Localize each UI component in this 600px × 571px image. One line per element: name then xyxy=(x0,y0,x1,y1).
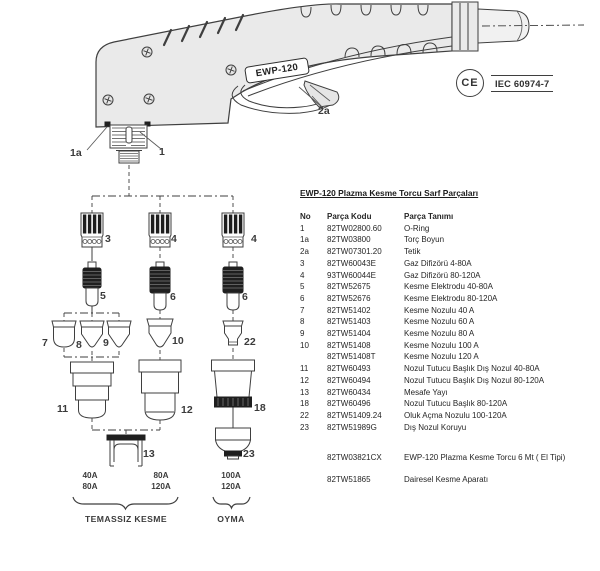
part-code: 93TW60044E xyxy=(327,270,376,280)
table-row xyxy=(300,293,596,305)
part-code: 82TW60496 xyxy=(327,399,371,409)
caption-noncontact-cutting: TEMASSIZ KESME xyxy=(85,514,167,524)
part-no: 2a xyxy=(300,247,309,257)
part-name: Oluk Açma Nozulu 100-120A xyxy=(404,410,507,420)
part-code: 82TW51865 xyxy=(327,475,371,485)
part-10-nozzle-drawing xyxy=(147,319,173,347)
part-label-6b: 6 xyxy=(242,291,248,303)
part-6b-electrode-drawing xyxy=(223,262,243,310)
part-name: Kesme Nozulu 40 A xyxy=(404,305,475,315)
table-row xyxy=(300,410,596,422)
part-code: 82TW51404 xyxy=(327,329,371,339)
certification-block xyxy=(456,69,553,97)
brace-gouging xyxy=(213,497,250,508)
part-no: 7 xyxy=(300,305,305,315)
part-no: 11 xyxy=(300,364,309,374)
part-code: 82TW51409.24 xyxy=(327,410,382,420)
part-label-10: 10 xyxy=(172,335,184,347)
table-row xyxy=(300,316,596,328)
torch-model-label: EWP-120 xyxy=(244,57,310,84)
part-name: Dış Nozul Koruyu xyxy=(404,422,467,432)
part-no xyxy=(300,351,327,363)
table-row xyxy=(300,270,596,282)
part-name: Nozul Tutucu Başlık Dış Nozul 40-80A xyxy=(404,364,540,374)
amp-group-80-120: 80A 120A xyxy=(151,471,171,491)
part-name: Kesme Nozulu 120 A xyxy=(404,352,479,362)
part-label-12: 12 xyxy=(181,404,193,416)
part-code: 82TW60493 xyxy=(327,364,371,374)
table-row xyxy=(300,340,596,352)
table-row xyxy=(300,422,596,434)
part-label-7: 7 xyxy=(42,337,48,349)
table-row xyxy=(300,387,596,399)
table-row xyxy=(300,452,596,464)
part-code: 82TW07301.20 xyxy=(327,247,382,257)
amp-group-40-80: 40A 80A xyxy=(82,471,98,491)
part-name: Kesme Elektrodu 80-120A xyxy=(404,293,498,303)
callout-1a: 1a xyxy=(70,147,82,159)
part-no: 5 xyxy=(300,282,305,292)
part-label-4b: 4 xyxy=(251,233,257,245)
table-row xyxy=(300,305,596,317)
brace-noncontact xyxy=(73,497,178,509)
part-label-8: 8 xyxy=(76,339,82,351)
cable-clamp xyxy=(452,2,478,51)
part-label-23: 23 xyxy=(243,448,255,460)
col-header-no: No xyxy=(300,212,311,221)
part-label-5: 5 xyxy=(100,290,106,302)
part-code: 82TW03800 xyxy=(327,235,371,245)
part-code: 82TW52676 xyxy=(327,293,371,303)
ce-mark-icon: CE xyxy=(456,69,484,97)
part-no: 4 xyxy=(300,270,305,280)
part-code: 82TW51403 xyxy=(327,317,371,327)
part-label-4: 4 xyxy=(171,233,177,245)
part-12-retaining-cap-drawing xyxy=(139,360,181,420)
table-row xyxy=(300,398,596,410)
part-4-gas-diffuser-drawing xyxy=(149,213,171,247)
part-name: Nozul Tutucu Başlık Dış Nozul 80-120A xyxy=(404,375,545,385)
part-name: Kesme Nozulu 60 A xyxy=(404,317,475,327)
part-4b-gas-diffuser-drawing xyxy=(222,213,244,247)
caption-gouging: OYMA xyxy=(217,514,245,524)
col-header-name: Parça Tanımı xyxy=(404,212,454,221)
table-row xyxy=(300,281,596,293)
part-9-nozzle-drawing xyxy=(107,321,131,347)
part-code: 82TW60434 xyxy=(327,387,371,397)
part-no: 8 xyxy=(300,317,305,327)
part-code: 82TW51408T xyxy=(327,352,376,362)
table-row xyxy=(300,234,596,246)
part-no: 10 xyxy=(300,340,309,350)
callout-1: 1 xyxy=(159,146,165,158)
part-no: 12 xyxy=(300,375,309,385)
part-code: 82TW51402 xyxy=(327,305,371,315)
part-label-13: 13 xyxy=(143,448,155,460)
part-no: 1a xyxy=(300,235,309,245)
part-11-retaining-cap-drawing xyxy=(71,362,114,418)
table-rows xyxy=(300,223,596,486)
part-code: 82TW03821CX xyxy=(327,453,382,463)
part-name: Gaz Difizörü 80-120A xyxy=(404,270,481,280)
table-row xyxy=(300,363,596,375)
part-label-11: 11 xyxy=(57,403,69,415)
part-name: Dairesel Kesme Aparatı xyxy=(404,475,489,485)
part-no: 3 xyxy=(300,258,305,268)
table-row xyxy=(300,328,596,340)
part-name: Kesme Nozulu 80 A xyxy=(404,329,475,339)
part-no: 18 xyxy=(300,399,309,409)
part-7-nozzle-drawing xyxy=(52,321,76,347)
group-braces xyxy=(73,497,250,509)
part-13-spacer-spring-drawing xyxy=(107,435,145,466)
part-label-18: 18 xyxy=(254,402,266,414)
col-header-code: Parça Kodu xyxy=(327,212,372,221)
part-label-9: 9 xyxy=(103,337,109,349)
part-no: 6 xyxy=(300,293,305,303)
part-name: Mesafe Yayı xyxy=(404,387,448,397)
part-code: 82TW60494 xyxy=(327,375,371,385)
part-no: 22 xyxy=(300,410,309,420)
part-no: 23 xyxy=(300,422,309,432)
part-no: 13 xyxy=(300,387,309,397)
part-3-gas-diffuser-drawing xyxy=(81,213,103,247)
part-label-3: 3 xyxy=(105,233,111,245)
part-name: Tetik xyxy=(404,247,421,257)
part-no: 1 xyxy=(300,223,305,233)
parts-table-title: EWP-120 Plazma Kesme Torcu Sarf Parçaları xyxy=(300,188,479,198)
table-row xyxy=(300,258,596,270)
cable xyxy=(478,9,584,43)
table-row xyxy=(300,375,596,387)
parts-table-header xyxy=(300,211,596,223)
part-18-retaining-cap-drawing xyxy=(212,360,255,407)
part-name: Torç Boyun xyxy=(404,235,445,245)
table-row xyxy=(300,351,596,363)
part-name: Kesme Elektrodu 40-80A xyxy=(404,282,493,292)
callout-2a: 2a xyxy=(318,105,330,117)
part-code: 82TW52675 xyxy=(327,282,371,292)
part-no: 9 xyxy=(300,329,305,339)
part-22-gouging-nozzle-drawing xyxy=(223,321,243,345)
part-code: 82TW51989G xyxy=(327,422,377,432)
part-name: Gaz Difizörü 4-80A xyxy=(404,258,472,268)
part-name: O-Ring xyxy=(404,223,430,233)
torch-neck-threads xyxy=(105,122,150,163)
part-name: Nozul Tutucu Başlık 80-120A xyxy=(404,399,508,409)
iec-standard-label: IEC 60974-7 xyxy=(491,75,553,92)
part-name: Kesme Nozulu 100 A xyxy=(404,340,479,350)
part-6-electrode-drawing xyxy=(150,262,170,310)
table-row xyxy=(300,223,596,235)
part-5-electrode-drawing xyxy=(83,262,101,306)
part-label-22: 22 xyxy=(244,336,256,348)
part-8-nozzle-drawing xyxy=(80,321,104,347)
table-row xyxy=(300,246,596,258)
amp-group-100-120: 100A 120A xyxy=(221,471,241,491)
part-label-6: 6 xyxy=(170,291,176,303)
parts-table xyxy=(300,188,596,486)
part-no xyxy=(300,474,327,486)
table-row xyxy=(300,474,596,486)
part-code: 82TW02800.60 xyxy=(327,223,382,233)
part-code: 82TW51408 xyxy=(327,340,371,350)
part-no xyxy=(300,452,327,464)
part-name: EWP-120 Plazma Kesme Torcu 6 Mt ( El Tipi) xyxy=(404,453,566,463)
part-code: 82TW60043E xyxy=(327,258,376,268)
